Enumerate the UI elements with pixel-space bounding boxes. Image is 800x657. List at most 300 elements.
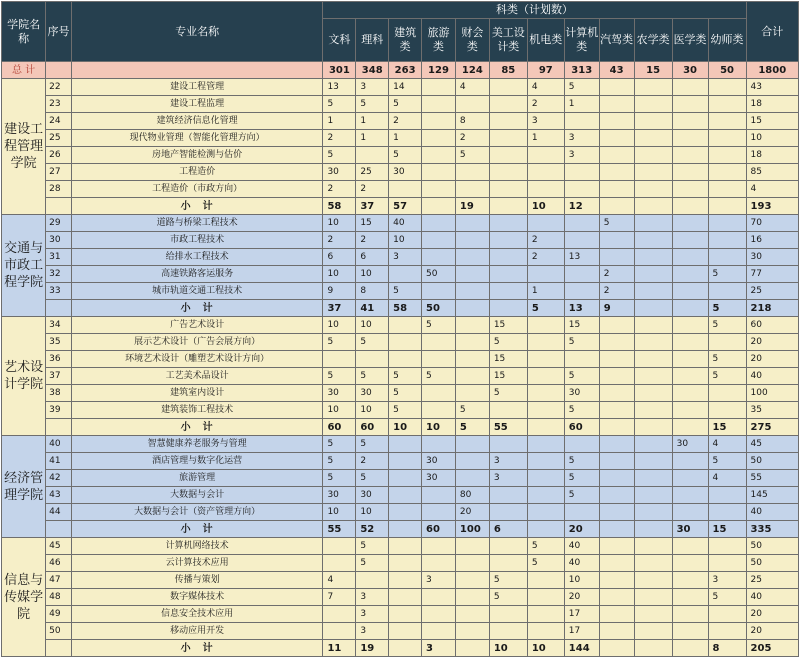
quota-cell: 5 xyxy=(356,538,389,555)
quota-cell xyxy=(422,487,456,504)
subtotal-value: 58 xyxy=(389,300,422,317)
quota-cell xyxy=(634,283,672,300)
quota-cell: 9 xyxy=(323,283,356,300)
major-name: 道路与桥梁工程技术 xyxy=(71,215,323,232)
quota-cell xyxy=(455,589,489,606)
quota-cell xyxy=(527,606,564,623)
header-category: 医学类 xyxy=(672,19,708,62)
quota-cell xyxy=(599,96,634,113)
quota-cell: 2 xyxy=(323,130,356,147)
major-name: 工程造价（市政方向） xyxy=(71,181,323,198)
quota-cell xyxy=(708,249,746,266)
grand-total-sum: 1800 xyxy=(746,62,798,79)
row-seq: 30 xyxy=(46,232,72,249)
quota-cell: 5 xyxy=(564,368,599,385)
row-seq: 44 xyxy=(46,504,72,521)
subtotal-value xyxy=(389,640,422,657)
subtotal-value: 144 xyxy=(564,640,599,657)
quota-cell: 5 xyxy=(599,215,634,232)
table-row xyxy=(2,96,799,113)
quota-cell xyxy=(599,113,634,130)
row-total: 30 xyxy=(746,249,798,266)
college-name: 交通与市政工程学院 xyxy=(2,215,46,317)
subtotal-value: 5 xyxy=(455,419,489,436)
quota-cell xyxy=(672,351,708,368)
quota-cell: 30 xyxy=(672,436,708,453)
subtotal-value xyxy=(527,521,564,538)
quota-cell xyxy=(527,402,564,419)
quota-cell xyxy=(634,470,672,487)
quota-cell xyxy=(599,317,634,334)
subtotal-value xyxy=(672,640,708,657)
row-total: 20 xyxy=(746,623,798,640)
quota-cell: 10 xyxy=(356,317,389,334)
subtotal-value xyxy=(634,300,672,317)
quota-cell: 10 xyxy=(323,317,356,334)
quota-cell: 30 xyxy=(323,164,356,181)
quota-cell xyxy=(422,113,456,130)
table-row xyxy=(2,436,799,453)
quota-cell xyxy=(599,470,634,487)
table-row xyxy=(2,317,799,334)
table-row xyxy=(2,470,799,487)
subtotal-value: 15 xyxy=(708,419,746,436)
quota-cell xyxy=(634,96,672,113)
subtotal-value: 58 xyxy=(323,198,356,215)
subtotal-value xyxy=(634,198,672,215)
row-total: 25 xyxy=(746,572,798,589)
quota-cell xyxy=(634,385,672,402)
quota-cell xyxy=(489,402,527,419)
quota-cell xyxy=(672,589,708,606)
quota-cell: 30 xyxy=(422,470,456,487)
row-total: 18 xyxy=(746,96,798,113)
subtotal-value: 60 xyxy=(422,521,456,538)
subtotal-value xyxy=(634,521,672,538)
quota-cell xyxy=(634,317,672,334)
subtotal-value: 60 xyxy=(564,419,599,436)
quota-cell xyxy=(489,113,527,130)
quota-cell xyxy=(422,215,456,232)
quota-cell: 5 xyxy=(356,470,389,487)
major-name: 城市轨道交通工程技术 xyxy=(71,283,323,300)
quota-cell xyxy=(672,606,708,623)
row-total: 50 xyxy=(746,555,798,572)
subtotal-value: 37 xyxy=(323,300,356,317)
quota-cell: 5 xyxy=(489,572,527,589)
quota-cell: 3 xyxy=(489,453,527,470)
subtotal-value xyxy=(672,419,708,436)
quota-cell xyxy=(422,283,456,300)
major-name: 移动应用开发 xyxy=(71,623,323,640)
quota-cell: 5 xyxy=(323,453,356,470)
grand-total-value: 301 xyxy=(323,62,356,79)
quota-cell: 80 xyxy=(455,487,489,504)
quota-cell: 4 xyxy=(708,436,746,453)
major-name: 环境艺术设计（雕塑艺术设计方向） xyxy=(71,351,323,368)
quota-cell: 13 xyxy=(564,249,599,266)
subtotal-value: 100 xyxy=(455,521,489,538)
subtotal-value xyxy=(599,419,634,436)
quota-cell xyxy=(708,232,746,249)
quota-cell: 5 xyxy=(356,436,389,453)
subtotal-value: 6 xyxy=(489,521,527,538)
quota-cell xyxy=(422,385,456,402)
row-seq: 25 xyxy=(46,130,72,147)
quota-cell: 5 xyxy=(564,79,599,96)
quota-cell xyxy=(599,623,634,640)
quota-cell: 5 xyxy=(323,436,356,453)
subtotal-value: 5 xyxy=(708,300,746,317)
subtotal-sum: 275 xyxy=(746,419,798,436)
major-name: 智慧健康养老服务与管理 xyxy=(71,436,323,453)
quota-cell: 5 xyxy=(708,317,746,334)
quota-cell: 5 xyxy=(708,453,746,470)
subtotal-value: 50 xyxy=(422,300,456,317)
subtotal-value: 11 xyxy=(323,640,356,657)
quota-cell xyxy=(634,453,672,470)
subtotal-sum: 335 xyxy=(746,521,798,538)
quota-cell xyxy=(527,215,564,232)
quota-cell: 10 xyxy=(323,266,356,283)
major-name: 建筑经济信息化管理 xyxy=(71,113,323,130)
quota-cell xyxy=(323,351,356,368)
quota-cell: 3 xyxy=(356,79,389,96)
row-total: 100 xyxy=(746,385,798,402)
quota-cell: 2 xyxy=(455,130,489,147)
quota-cell: 5 xyxy=(323,470,356,487)
quota-cell xyxy=(455,334,489,351)
row-seq: 47 xyxy=(46,572,72,589)
row-seq: 34 xyxy=(46,317,72,334)
quota-cell xyxy=(455,385,489,402)
quota-cell xyxy=(422,334,456,351)
quota-cell: 4 xyxy=(527,79,564,96)
quota-cell xyxy=(389,538,422,555)
header-category: 财会类 xyxy=(455,19,489,62)
subtotal-value: 10 xyxy=(527,640,564,657)
quota-cell: 5 xyxy=(708,266,746,283)
quota-cell: 5 xyxy=(455,147,489,164)
quota-cell: 30 xyxy=(356,385,389,402)
subtotal-value: 52 xyxy=(356,521,389,538)
quota-cell xyxy=(708,402,746,419)
quota-cell xyxy=(422,589,456,606)
quota-cell xyxy=(489,215,527,232)
row-seq: 46 xyxy=(46,555,72,572)
major-name: 工程造价 xyxy=(71,164,323,181)
quota-cell xyxy=(672,504,708,521)
major-name: 传播与策划 xyxy=(71,572,323,589)
quota-cell xyxy=(672,113,708,130)
quota-cell: 3 xyxy=(389,249,422,266)
quota-cell xyxy=(634,249,672,266)
quota-cell xyxy=(708,283,746,300)
quota-cell xyxy=(455,606,489,623)
quota-cell xyxy=(672,385,708,402)
quota-cell xyxy=(564,113,599,130)
subtotal-value: 12 xyxy=(564,198,599,215)
header-category: 汽驾类 xyxy=(599,19,634,62)
row-seq: 29 xyxy=(46,215,72,232)
table-row xyxy=(2,164,799,181)
quota-cell: 1 xyxy=(527,130,564,147)
quota-cell xyxy=(527,317,564,334)
quota-cell xyxy=(672,232,708,249)
quota-cell: 5 xyxy=(527,555,564,572)
table-row xyxy=(2,385,799,402)
quota-cell xyxy=(527,470,564,487)
quota-cell: 3 xyxy=(422,572,456,589)
header-category: 建筑类 xyxy=(389,19,422,62)
subtotal-label: 小 计 xyxy=(71,521,323,538)
quota-cell: 20 xyxy=(455,504,489,521)
quota-cell xyxy=(564,215,599,232)
table-row xyxy=(2,147,799,164)
quota-cell: 4 xyxy=(455,79,489,96)
major-name: 市政工程技术 xyxy=(71,232,323,249)
quota-cell xyxy=(634,606,672,623)
quota-cell xyxy=(564,351,599,368)
major-name: 旅游管理 xyxy=(71,470,323,487)
subtotal-value xyxy=(599,640,634,657)
subtotal-value xyxy=(634,640,672,657)
quota-cell xyxy=(489,147,527,164)
row-total: 40 xyxy=(746,504,798,521)
quota-cell: 5 xyxy=(356,368,389,385)
quota-cell: 3 xyxy=(527,113,564,130)
subtotal-row xyxy=(2,521,799,538)
major-name: 建筑装饰工程技术 xyxy=(71,402,323,419)
quota-cell: 2 xyxy=(389,113,422,130)
quota-cell: 3 xyxy=(564,130,599,147)
quota-cell xyxy=(634,79,672,96)
table-row xyxy=(2,334,799,351)
quota-cell: 8 xyxy=(356,283,389,300)
quota-cell xyxy=(634,164,672,181)
quota-cell: 20 xyxy=(564,589,599,606)
quota-cell: 5 xyxy=(389,283,422,300)
enrollment-plan-table xyxy=(1,1,799,657)
row-total: 15 xyxy=(746,113,798,130)
subtotal-value xyxy=(527,419,564,436)
subtotal-value: 19 xyxy=(356,640,389,657)
row-seq: 22 xyxy=(46,79,72,96)
row-seq: 35 xyxy=(46,334,72,351)
quota-cell xyxy=(564,164,599,181)
quota-cell xyxy=(356,147,389,164)
grand-total-label: 总 计 xyxy=(2,62,46,79)
subtotal-label: 小 计 xyxy=(71,300,323,317)
subtotal-value xyxy=(672,198,708,215)
header-category: 旅游类 xyxy=(422,19,456,62)
quota-cell xyxy=(599,147,634,164)
subtotal-row xyxy=(2,640,799,657)
quota-cell xyxy=(527,181,564,198)
row-total: 145 xyxy=(746,487,798,504)
quota-cell xyxy=(489,555,527,572)
table-row xyxy=(2,130,799,147)
quota-cell xyxy=(422,232,456,249)
row-seq: 45 xyxy=(46,538,72,555)
quota-cell xyxy=(672,266,708,283)
quota-cell xyxy=(634,181,672,198)
quota-cell xyxy=(634,113,672,130)
quota-cell xyxy=(455,351,489,368)
row-seq: 23 xyxy=(46,96,72,113)
table-row xyxy=(2,266,799,283)
quota-cell xyxy=(389,589,422,606)
quota-cell xyxy=(564,283,599,300)
header-category-group: 科类（计划数） xyxy=(323,2,746,19)
subtotal-value xyxy=(455,640,489,657)
quota-cell xyxy=(422,164,456,181)
quota-cell xyxy=(527,504,564,521)
quota-cell xyxy=(389,181,422,198)
subtotal-value xyxy=(672,300,708,317)
quota-cell xyxy=(527,385,564,402)
row-total: 50 xyxy=(746,453,798,470)
grand-total-value: 15 xyxy=(634,62,672,79)
quota-cell xyxy=(489,249,527,266)
quota-cell xyxy=(489,164,527,181)
quota-cell xyxy=(672,249,708,266)
quota-cell: 2 xyxy=(323,181,356,198)
quota-cell xyxy=(422,130,456,147)
quota-cell xyxy=(527,334,564,351)
college-name: 艺术设计学院 xyxy=(2,317,46,436)
quota-cell xyxy=(527,589,564,606)
subtotal-value: 20 xyxy=(564,521,599,538)
quota-cell xyxy=(422,147,456,164)
quota-cell xyxy=(422,249,456,266)
quota-cell: 14 xyxy=(389,79,422,96)
quota-cell xyxy=(356,351,389,368)
grand-total-value: 263 xyxy=(389,62,422,79)
subtotal-value: 30 xyxy=(672,521,708,538)
quota-cell xyxy=(634,487,672,504)
quota-cell xyxy=(489,504,527,521)
row-seq: 50 xyxy=(46,623,72,640)
empty-cell xyxy=(46,62,72,79)
quota-cell: 3 xyxy=(356,606,389,623)
quota-cell: 5 xyxy=(389,147,422,164)
quota-cell xyxy=(489,79,527,96)
quota-cell xyxy=(527,572,564,589)
table-row xyxy=(2,283,799,300)
grand-total-value: 50 xyxy=(708,62,746,79)
header-category: 文科 xyxy=(323,19,356,62)
empty-cell xyxy=(46,300,72,317)
row-seq: 43 xyxy=(46,487,72,504)
quota-cell xyxy=(708,623,746,640)
quota-cell xyxy=(489,487,527,504)
major-name: 现代物业管理（智能化管理方向） xyxy=(71,130,323,147)
quota-cell: 5 xyxy=(564,453,599,470)
quota-cell xyxy=(489,130,527,147)
quota-cell: 30 xyxy=(564,385,599,402)
quota-cell: 2 xyxy=(527,96,564,113)
quota-cell xyxy=(599,368,634,385)
quota-cell: 5 xyxy=(356,334,389,351)
subtotal-value: 10 xyxy=(389,419,422,436)
quota-cell: 5 xyxy=(564,470,599,487)
row-seq: 49 xyxy=(46,606,72,623)
quota-cell xyxy=(708,538,746,555)
quota-cell: 2 xyxy=(599,283,634,300)
quota-cell: 40 xyxy=(389,215,422,232)
subtotal-value: 60 xyxy=(356,419,389,436)
quota-cell xyxy=(455,215,489,232)
header-category: 美工设计类 xyxy=(489,19,527,62)
quota-cell: 7 xyxy=(323,589,356,606)
quota-cell xyxy=(389,504,422,521)
empty-cell xyxy=(46,640,72,657)
quota-cell: 4 xyxy=(708,470,746,487)
table-row xyxy=(2,555,799,572)
row-total: 10 xyxy=(746,130,798,147)
quota-cell xyxy=(455,266,489,283)
quota-cell xyxy=(422,606,456,623)
subtotal-value: 55 xyxy=(489,419,527,436)
quota-cell xyxy=(527,453,564,470)
quota-cell: 2 xyxy=(356,453,389,470)
quota-cell xyxy=(634,351,672,368)
row-seq: 39 xyxy=(46,402,72,419)
quota-cell xyxy=(708,555,746,572)
quota-cell: 30 xyxy=(356,487,389,504)
quota-cell xyxy=(672,317,708,334)
quota-cell xyxy=(422,538,456,555)
table-row xyxy=(2,402,799,419)
grand-total-value: 313 xyxy=(564,62,599,79)
quota-cell xyxy=(564,266,599,283)
quota-cell: 1 xyxy=(527,283,564,300)
quota-cell xyxy=(455,368,489,385)
subtotal-value: 60 xyxy=(323,419,356,436)
major-name: 大数据与会计（资产管理方向） xyxy=(71,504,323,521)
quota-cell: 5 xyxy=(422,317,456,334)
major-name: 数字媒体技术 xyxy=(71,589,323,606)
table-row xyxy=(2,351,799,368)
quota-cell xyxy=(422,436,456,453)
quota-cell xyxy=(708,147,746,164)
quota-cell xyxy=(599,351,634,368)
quota-cell xyxy=(599,606,634,623)
quota-cell: 5 xyxy=(323,96,356,113)
quota-cell xyxy=(489,538,527,555)
quota-cell xyxy=(455,572,489,589)
quota-cell: 1 xyxy=(323,113,356,130)
row-total: 43 xyxy=(746,79,798,96)
quota-cell: 10 xyxy=(356,266,389,283)
empty-cell xyxy=(71,62,323,79)
subtotal-value: 57 xyxy=(389,198,422,215)
major-name: 高速铁路客运服务 xyxy=(71,266,323,283)
quota-cell xyxy=(527,147,564,164)
quota-cell xyxy=(672,96,708,113)
quota-cell: 10 xyxy=(356,504,389,521)
row-total: 85 xyxy=(746,164,798,181)
college-name: 建设工程管理学院 xyxy=(2,79,46,215)
quota-cell xyxy=(455,164,489,181)
quota-cell: 10 xyxy=(356,402,389,419)
quota-cell xyxy=(599,572,634,589)
quota-cell xyxy=(672,470,708,487)
header-category: 计算机类 xyxy=(564,19,599,62)
quota-cell xyxy=(489,181,527,198)
quota-cell xyxy=(672,453,708,470)
